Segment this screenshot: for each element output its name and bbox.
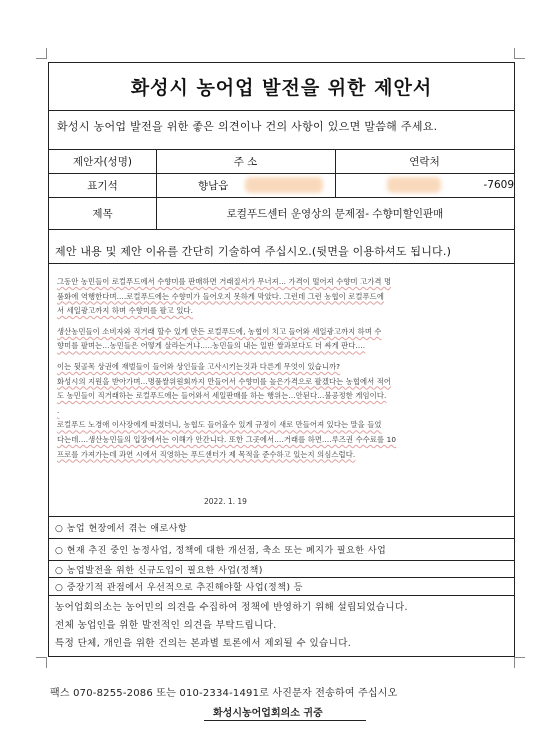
divider [49,263,514,264]
form-title: 화성시 농어업 발전을 위한 제안서 [130,77,433,99]
divider [49,538,514,539]
header-name: 제안자(성명) [73,155,132,168]
divider [49,110,514,111]
body-line: 그동안 농민들이 로컬푸드에서 수향미를 판매하면 거래질서가 무너져... 가격이 떨어져 수향미 고가격 명 [57,277,392,286]
footer-note: 특정 단체, 개인을 위한 건의는 본과별 토론에서 제외될 수 있습니다. [55,638,352,649]
recipient-org: 화성시농어업회의소 귀중 [213,708,323,719]
body-line: 서 세일광고까지 하며 수향미를 팔고 있다. [57,306,194,316]
proposer-contact [335,173,558,197]
body-line: . [57,405,60,415]
body-line: 생산농민들이 소비자와 직거래 할수 있게 만든 로컬푸드에, 농협이 치고 들어와 세일광고까지 하며 수 [57,326,382,336]
proposal-form [48,62,515,657]
divider [49,229,514,230]
fax-instruction: 팩스 070-8255-2086 또는 010-2334-1491로 사진문자 전송하여 주십시오 [50,688,398,699]
redaction-contact [387,177,441,193]
option-item: ○ 농업발전을 위한 신규도입이 필요한 사업(정책) [55,566,263,576]
body-line: 로컬푸드 노경애 이사장에게 따졌더니, 농협도 들어올수 있게 규정이 새로 만들어져 있다는 말을 들었 [57,420,382,430]
footer-note: 농어업회의소는 농어민의 의견을 수집하여 정책에 반영하기 위해 설립되었습니다. [55,602,408,613]
proposal-date: 2022. 1. 19 [204,497,247,506]
contact-visible-text: -7609 [483,179,514,191]
header-subject: 제목 [92,207,113,220]
proposal-body [57,275,507,462]
intro-text: 화성시 농어업 발전을 위한 좋은 의견이나 건의 사항이 있으면 말씀해 주세요. [57,120,438,133]
body-line: 품화에 역행한다며....로컬푸드에는 수향미가 들어오지 못하게 막았다. 그런데 그런 농협이 로컬푸드에 [57,291,384,301]
option-item: ○ 현재 추진 중인 농정사업, 정책에 대한 개선점, 축소 또는 폐지가 필요한 사업 [55,546,387,556]
proposal-subject: 로컬푸드센터 운영상의 문제점- 수향미할인판매 [226,207,444,220]
corner-mark-tl [36,48,47,59]
body-line: 화성시의 지원을 받아가며...명품쌀위원회까지 만들어서 수향미를 높은가격으로 팔겠다는 농협에서 적어 [57,376,392,386]
header-contact: 연락처 [409,155,440,168]
instruction-text: 제안 내용 및 제안 이유를 간단히 기술하여 주십시오.(뒷면을 이용하셔도 됩니다.) [55,245,452,258]
body-line: 이는 뒷골목 상권에 재벌들이 들어와 상인들을 고사시키는것과 다른게 무엇이 있습니까? [57,361,341,371]
recipient-underline [204,720,366,721]
address-visible-text: 향남읍 [198,179,229,192]
body-line: 도 농민들이 직거래하는 로컬푸드에는 들어와서 세일판매를 하는 행위는...안된다...불공정한 게임이다. [57,391,387,401]
body-line: 프로를 가져가는데 과연 시에서 직영하는 푸드센터가 제 목적을 준수하고 있는지 의심스럽다. [57,449,356,459]
footer-note: 전체 농업인을 위한 발전적인 의견을 부탁드립니다. [55,620,277,631]
body-line: 향미를 팔며는...농민들은 어떻게 살라는거냐.....농민들의 내는 일반 쌀과보다도 더 싸게 판다.... [57,341,366,351]
divider [49,560,514,561]
corner-mark-br [514,657,525,668]
option-item: ○ 중장기적 관점에서 우선적으로 추진해야할 사업(정책) 등 [55,583,304,593]
body-line: 다는데....생산농민들의 입장에서는 이해가 안간니다. 또한 그곳에서....거래를 하면....루즈권 수수료를 10 [57,434,397,444]
redaction-address [245,177,323,193]
option-item: ○ 농업 현장에서 겪는 애로사항 [55,524,188,534]
header-address: 주 소 [233,155,258,168]
divider [49,595,514,596]
divider [49,516,514,517]
corner-mark-bl [36,657,47,668]
divider [49,577,514,578]
corner-mark-tr [514,48,525,59]
proposer-name: 표기석 [87,179,118,192]
